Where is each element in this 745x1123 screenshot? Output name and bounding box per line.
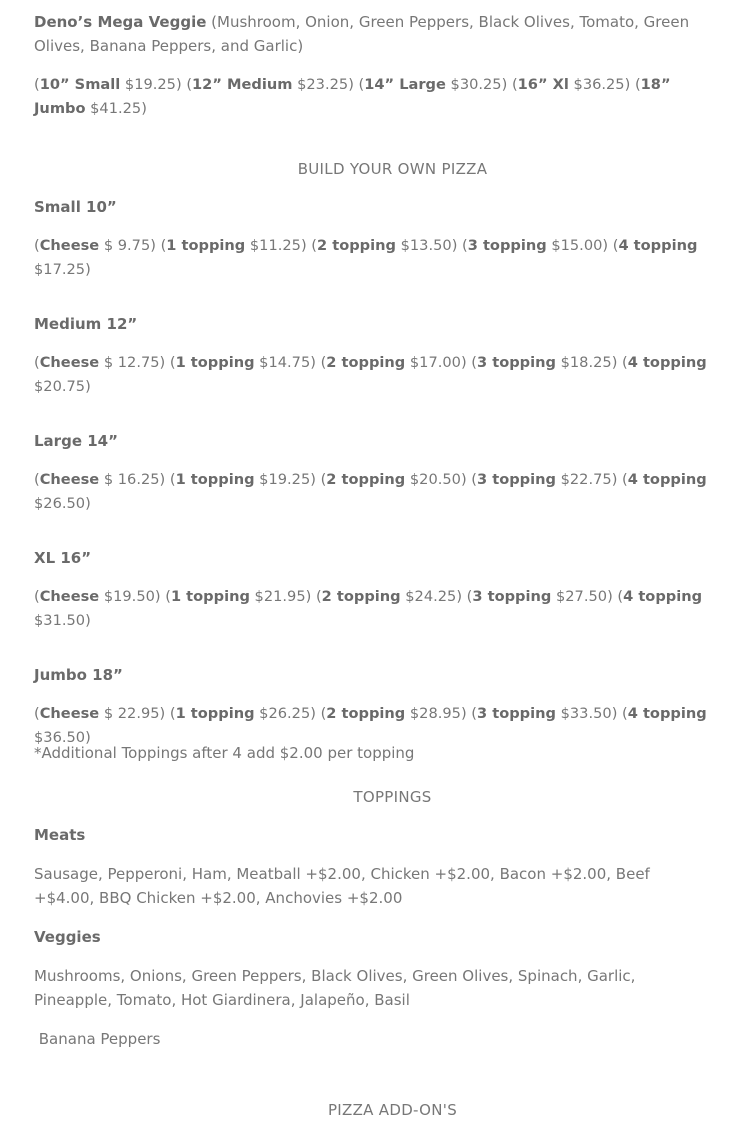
addons-heading: PIZZA ADD-ON'S [327,1101,458,1119]
size-heading-jumbo: Jumbo 18” [34,666,123,684]
veggies-extra: Banana Peppers [34,1030,161,1048]
price-row-small: (Cheese $ 9.75) (1 topping $11.25) (2 topping $13.50) (3 topping $15.00) (4 topping $17.25) [34,237,698,278]
price-row-xl: (Cheese $19.50) (1 topping $21.95) (2 topping $24.25) (3 topping $27.50) (4 topping $31.50) [34,588,703,629]
build-heading: BUILD YOUR OWN PIZZA [297,160,488,178]
veggies-heading: Veggies [34,928,101,946]
price-row-medium: (Cheese $ 12.75) (1 topping $14.75) (2 topping $17.00) (3 topping $18.25) (4 topping $20.75) [34,354,707,395]
size-heading-small: Small 10” [34,198,117,216]
veggie-name: Deno’s Mega Veggie [34,13,207,31]
size-heading-xl: XL 16” [34,549,92,567]
toppings-heading: TOPPINGS [353,788,432,806]
meats-list: Sausage, Pepperoni, Ham, Meatball +$2.00, Chicken +$2.00, Bacon +$2.00, Beef +$4.00, BBQ Chicken +$2.00, Anchovies +$2.00 [34,865,650,907]
price-row-jumbo: (Cheese $ 22.95) (1 topping $26.25) (2 topping $28.95) (3 topping $33.50) (4 topping $36.50) [34,705,707,746]
price-row-large: (Cheese $ 16.25) (1 topping $19.25) (2 topping $20.50) (3 topping $22.75) (4 topping $26.50) [34,471,707,512]
veggie-size-prices: (10” Small $19.25) (12” Medium $23.25) (14” Large $30.25) (16” Xl $36.25) (18” Jumbo $41.25) [34,76,671,117]
size-heading-large: Large 14” [34,432,118,450]
veggie-description: Deno’s Mega Veggie (Mushroom, Onion, Green Peppers, Black Olives, Tomato, Green Olives, Banana Peppers, and Garlic) [34,13,690,55]
meats-heading: Meats [34,826,86,844]
veggies-list: Mushrooms, Onions, Green Peppers, Black Olives, Green Olives, Spinach, Garlic, Pineapple, Tomato, Hot Giardinera, Jalapeño, Basil [34,967,636,1009]
additional-toppings-note: *Additional Toppings after 4 add $2.00 per topping [34,744,415,762]
size-heading-medium: Medium 12” [34,315,138,333]
